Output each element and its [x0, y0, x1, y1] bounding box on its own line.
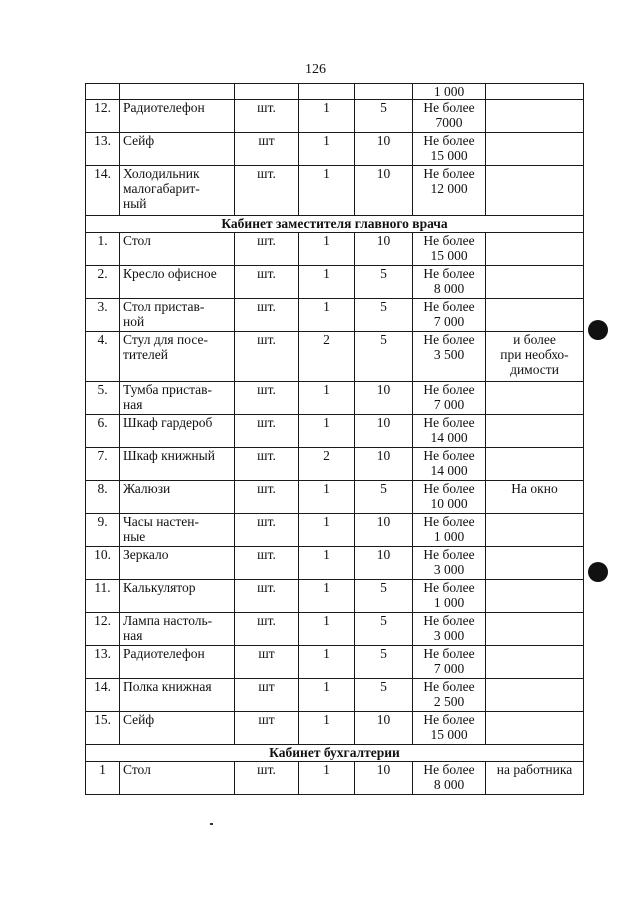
item-name: Радиотелефон	[120, 646, 235, 679]
item-number: 14.	[86, 166, 120, 216]
item-number: 13.	[86, 646, 120, 679]
item-unit: шт.	[235, 514, 299, 547]
item-service-life	[355, 84, 413, 100]
item-unit: шт	[235, 133, 299, 166]
item-price: Не более 15 000	[413, 133, 486, 166]
item-note	[486, 646, 584, 679]
item-unit: шт.	[235, 266, 299, 299]
item-service-life: 10	[355, 712, 413, 745]
item-unit: шт.	[235, 382, 299, 415]
item-number: 2.	[86, 266, 120, 299]
item-unit: шт.	[235, 481, 299, 514]
item-unit: шт.	[235, 580, 299, 613]
item-price: Не более 7 000	[413, 646, 486, 679]
scan-speck	[210, 823, 213, 825]
item-price: Не более 7000	[413, 100, 486, 133]
table-row	[86, 266, 584, 299]
section-header-row	[86, 745, 584, 762]
table-row	[86, 100, 584, 133]
item-name: Сейф	[120, 712, 235, 745]
item-number: 9.	[86, 514, 120, 547]
item-quantity: 1	[299, 514, 355, 547]
item-note	[486, 166, 584, 216]
table-row	[86, 613, 584, 646]
item-service-life: 10	[355, 233, 413, 266]
item-price: Не более 8 000	[413, 762, 486, 795]
item-note: на работника	[486, 762, 584, 795]
item-service-life: 10	[355, 448, 413, 481]
table-row	[86, 481, 584, 514]
item-number: 14.	[86, 679, 120, 712]
item-number	[86, 84, 120, 100]
item-name: Лампа настоль- ная	[120, 613, 235, 646]
item-name: Радиотелефон	[120, 100, 235, 133]
item-quantity: 1	[299, 266, 355, 299]
item-note	[486, 100, 584, 133]
item-service-life: 10	[355, 415, 413, 448]
item-number: 1	[86, 762, 120, 795]
item-service-life: 5	[355, 679, 413, 712]
table-row	[86, 712, 584, 745]
item-number: 15.	[86, 712, 120, 745]
item-quantity: 1	[299, 415, 355, 448]
item-price: Не более 1 000	[413, 514, 486, 547]
item-number: 13.	[86, 133, 120, 166]
item-service-life: 5	[355, 481, 413, 514]
item-service-life: 5	[355, 646, 413, 679]
item-service-life: 5	[355, 266, 413, 299]
item-quantity: 1	[299, 613, 355, 646]
item-name: Калькулятор	[120, 580, 235, 613]
table-row	[86, 166, 584, 216]
item-service-life: 5	[355, 100, 413, 133]
item-price: Не более 15 000	[413, 233, 486, 266]
item-price: Не более 3 000	[413, 613, 486, 646]
item-note	[486, 266, 584, 299]
item-price: Не более 2 500	[413, 679, 486, 712]
item-note: и более при необхо- димости	[486, 332, 584, 382]
item-note: На окно	[486, 481, 584, 514]
item-name: Часы настен- ные	[120, 514, 235, 547]
item-number: 11.	[86, 580, 120, 613]
item-quantity: 1	[299, 547, 355, 580]
item-price: Не более 1 000	[413, 580, 486, 613]
item-note	[486, 299, 584, 332]
item-number: 6.	[86, 415, 120, 448]
section-header-row	[86, 216, 584, 233]
table-row	[86, 448, 584, 481]
item-unit: шт	[235, 712, 299, 745]
item-number: 10.	[86, 547, 120, 580]
equipment-table	[85, 83, 584, 795]
item-quantity: 2	[299, 332, 355, 382]
item-unit: шт.	[235, 332, 299, 382]
item-number: 12.	[86, 100, 120, 133]
item-unit: шт.	[235, 547, 299, 580]
item-name: Холодильник малогабарит- ный	[120, 166, 235, 216]
item-name: Тумба пристав- ная	[120, 382, 235, 415]
item-service-life: 10	[355, 547, 413, 580]
item-note	[486, 712, 584, 745]
item-number: 3.	[86, 299, 120, 332]
item-name: Сейф	[120, 133, 235, 166]
table-body	[86, 84, 584, 795]
item-unit: шт.	[235, 233, 299, 266]
item-service-life: 10	[355, 514, 413, 547]
item-quantity: 1	[299, 580, 355, 613]
item-price: Не более 12 000	[413, 166, 486, 216]
item-note	[486, 233, 584, 266]
item-name: Шкаф гардероб	[120, 415, 235, 448]
table-row	[86, 415, 584, 448]
table-row	[86, 332, 584, 382]
item-price: 1 000	[413, 84, 486, 100]
item-quantity: 2	[299, 448, 355, 481]
item-service-life: 10	[355, 382, 413, 415]
item-quantity: 1	[299, 646, 355, 679]
item-price: Не более 14 000	[413, 415, 486, 448]
table-row	[86, 547, 584, 580]
item-name: Стол	[120, 762, 235, 795]
item-unit: шт.	[235, 448, 299, 481]
item-name: Полка книжная	[120, 679, 235, 712]
item-quantity: 1	[299, 712, 355, 745]
item-note	[486, 133, 584, 166]
item-unit: шт	[235, 679, 299, 712]
item-service-life: 10	[355, 166, 413, 216]
item-service-life: 5	[355, 299, 413, 332]
item-unit: шт.	[235, 415, 299, 448]
item-note	[486, 448, 584, 481]
item-price: Не более 14 000	[413, 448, 486, 481]
item-name	[120, 84, 235, 100]
item-number: 5.	[86, 382, 120, 415]
item-unit: шт.	[235, 613, 299, 646]
item-price: Не более 3 500	[413, 332, 486, 382]
item-note	[486, 382, 584, 415]
item-number: 1.	[86, 233, 120, 266]
punch-hole	[588, 562, 608, 582]
item-quantity	[299, 84, 355, 100]
page-number: 126	[305, 62, 326, 77]
table-row	[86, 514, 584, 547]
item-price: Не более 8 000	[413, 266, 486, 299]
item-number: 12.	[86, 613, 120, 646]
item-number: 8.	[86, 481, 120, 514]
table-row	[86, 762, 584, 795]
item-price: Не более 10 000	[413, 481, 486, 514]
table-row	[86, 233, 584, 266]
item-quantity: 1	[299, 481, 355, 514]
item-unit: шт.	[235, 299, 299, 332]
item-name: Стол	[120, 233, 235, 266]
item-note	[486, 547, 584, 580]
table-row	[86, 646, 584, 679]
punch-hole	[588, 320, 608, 340]
item-service-life: 5	[355, 613, 413, 646]
item-unit: шт.	[235, 100, 299, 133]
item-name: Стол пристав- ной	[120, 299, 235, 332]
item-name: Кресло офисное	[120, 266, 235, 299]
item-quantity: 1	[299, 233, 355, 266]
item-name: Шкаф книжный	[120, 448, 235, 481]
item-note	[486, 580, 584, 613]
item-quantity: 1	[299, 382, 355, 415]
item-quantity: 1	[299, 166, 355, 216]
item-unit: шт.	[235, 762, 299, 795]
item-service-life: 10	[355, 133, 413, 166]
table-row	[86, 84, 584, 100]
item-quantity: 1	[299, 679, 355, 712]
item-note	[486, 415, 584, 448]
table-row	[86, 580, 584, 613]
item-number: 7.	[86, 448, 120, 481]
table-row	[86, 299, 584, 332]
item-number: 4.	[86, 332, 120, 382]
item-quantity: 1	[299, 762, 355, 795]
item-name: Жалюзи	[120, 481, 235, 514]
item-price: Не более 3 000	[413, 547, 486, 580]
item-service-life: 5	[355, 332, 413, 382]
item-price: Не более 7 000	[413, 382, 486, 415]
item-unit	[235, 84, 299, 100]
item-price: Не более 15 000	[413, 712, 486, 745]
item-price: Не более 7 000	[413, 299, 486, 332]
item-quantity: 1	[299, 133, 355, 166]
item-unit: шт	[235, 646, 299, 679]
section-title: Кабинет бухгалтерии	[86, 745, 584, 762]
item-note	[486, 84, 584, 100]
item-note	[486, 679, 584, 712]
item-quantity: 1	[299, 100, 355, 133]
item-unit: шт.	[235, 166, 299, 216]
item-quantity: 1	[299, 299, 355, 332]
section-title: Кабинет заместителя главного врача	[86, 216, 584, 233]
table-row	[86, 382, 584, 415]
item-service-life: 5	[355, 580, 413, 613]
table-row	[86, 679, 584, 712]
table-row	[86, 133, 584, 166]
item-note	[486, 613, 584, 646]
item-note	[486, 514, 584, 547]
item-service-life: 10	[355, 762, 413, 795]
item-name: Стул для посе- тителей	[120, 332, 235, 382]
item-name: Зеркало	[120, 547, 235, 580]
